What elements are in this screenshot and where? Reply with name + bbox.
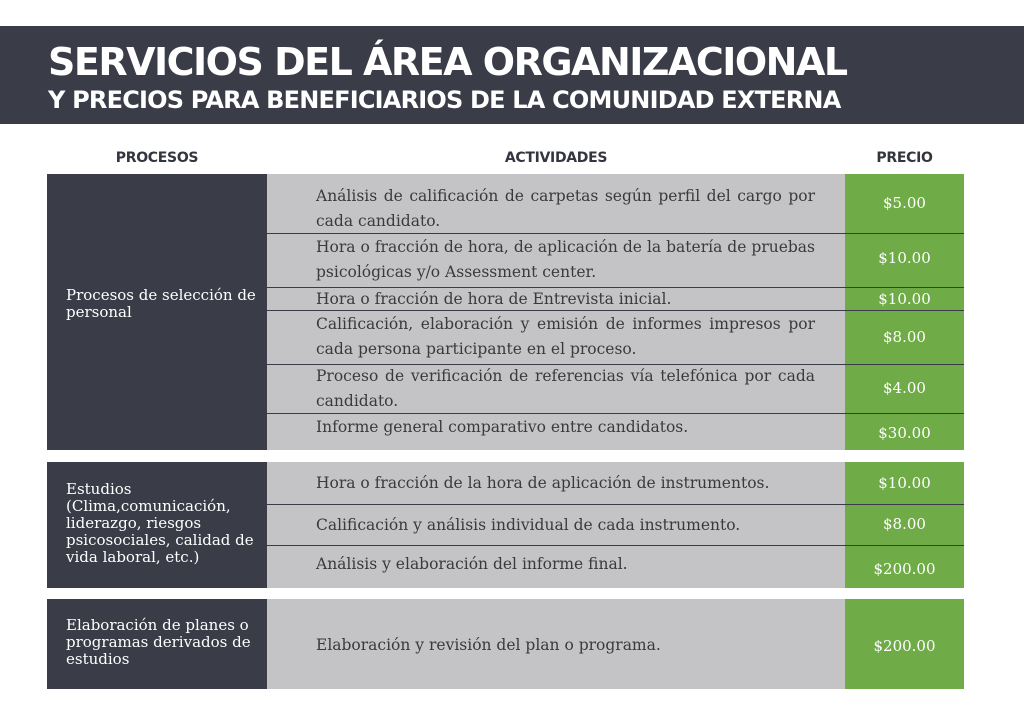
activity-cell: [267, 599, 845, 689]
activity-text: Informe general comparativo entre candidatos.: [316, 418, 689, 436]
price-cell: [845, 311, 964, 364]
activity-text: Calificación, elaboración y emisión de informes impresos por cada persona participante en el proceso.: [316, 315, 815, 358]
proceso-cell: [47, 174, 267, 450]
price-value: $8.00: [883, 515, 926, 533]
price-value: $200.00: [873, 637, 936, 655]
activity-text: Análisis y elaboración del informe final.: [316, 555, 628, 573]
activity-text: Elaboración y revisión del plan o programa.: [316, 636, 661, 654]
activity-cell: [267, 234, 845, 287]
table-row: [267, 365, 964, 414]
price-cell: [845, 599, 964, 689]
proceso-label: Estudios (Clima,comunicación, liderazgo, riesgos psicosociales, calidad de vida laboral, etc.): [66, 480, 254, 566]
price-cell: [845, 505, 964, 545]
price-value: $5.00: [883, 194, 926, 212]
activity-cell: [267, 311, 845, 364]
activity-cell: [267, 288, 845, 310]
activity-text: Hora o fracción de hora, de aplicación de la batería de pruebas psicológicas y/o Assessment center.: [316, 238, 815, 281]
activity-cell: [267, 505, 845, 545]
proceso-label: Elaboración de planes o programas derivados de estudios: [66, 616, 251, 668]
price-cell: [845, 234, 964, 287]
price-value: $10.00: [878, 249, 931, 267]
price-value: $200.00: [873, 560, 936, 578]
table-row: [267, 174, 964, 234]
table-row: [267, 288, 964, 311]
table-row: [267, 505, 964, 546]
proceso-label: Procesos de selección de personal: [66, 286, 256, 321]
price-value: $8.00: [883, 328, 926, 346]
column-header-actividades: ACTIVIDADES: [504, 150, 608, 166]
proceso-cell: [47, 462, 267, 588]
header-banner: [0, 26, 1024, 124]
activity-text: Hora o fracción de la hora de aplicación de instrumentos.: [316, 474, 770, 492]
table-row: [267, 414, 964, 450]
section-seleccion-personal: [47, 174, 964, 450]
table-row: [267, 311, 964, 365]
price-cell: [845, 288, 964, 310]
activity-cell: [267, 414, 845, 450]
table-row: [267, 234, 964, 288]
price-value: $10.00: [878, 474, 931, 492]
activity-cell: [267, 546, 845, 588]
price-value: $30.00: [878, 424, 931, 442]
proceso-cell: [47, 599, 267, 689]
price-cell: [845, 462, 964, 504]
section-estudios: [47, 462, 964, 588]
activity-text: Calificación y análisis individual de cada instrumento.: [316, 516, 741, 534]
section-elaboracion-planes: [47, 599, 964, 689]
price-value: $10.00: [878, 290, 931, 308]
activity-text: Proceso de verificación de referencias vía telefónica por cada candidato.: [316, 367, 815, 410]
price-cell: [845, 414, 964, 450]
price-cell: [845, 365, 964, 413]
activity-text: Hora o fracción de hora de Entrevista inicial.: [316, 290, 672, 308]
price-value: $4.00: [883, 379, 926, 397]
activity-text: Análisis de calificación de carpetas según perfil del cargo por cada candidato.: [316, 187, 815, 230]
activity-cell: [267, 462, 845, 504]
activity-cell: [267, 365, 845, 413]
activity-cell: [267, 174, 845, 233]
column-header-procesos: PROCESOS: [115, 150, 199, 166]
page-title: SERVICIOS DEL ÁREA ORGANIZACIONAL: [48, 40, 847, 84]
table-row: [267, 462, 964, 505]
price-cell: [845, 174, 964, 233]
price-cell: [845, 546, 964, 588]
column-header-precio: PRECIO: [876, 150, 933, 166]
table-row: [267, 546, 964, 588]
page-subtitle: Y PRECIOS PARA BENEFICIARIOS DE LA COMUNIDAD EXTERNA: [48, 86, 841, 114]
table-row: [267, 599, 964, 689]
